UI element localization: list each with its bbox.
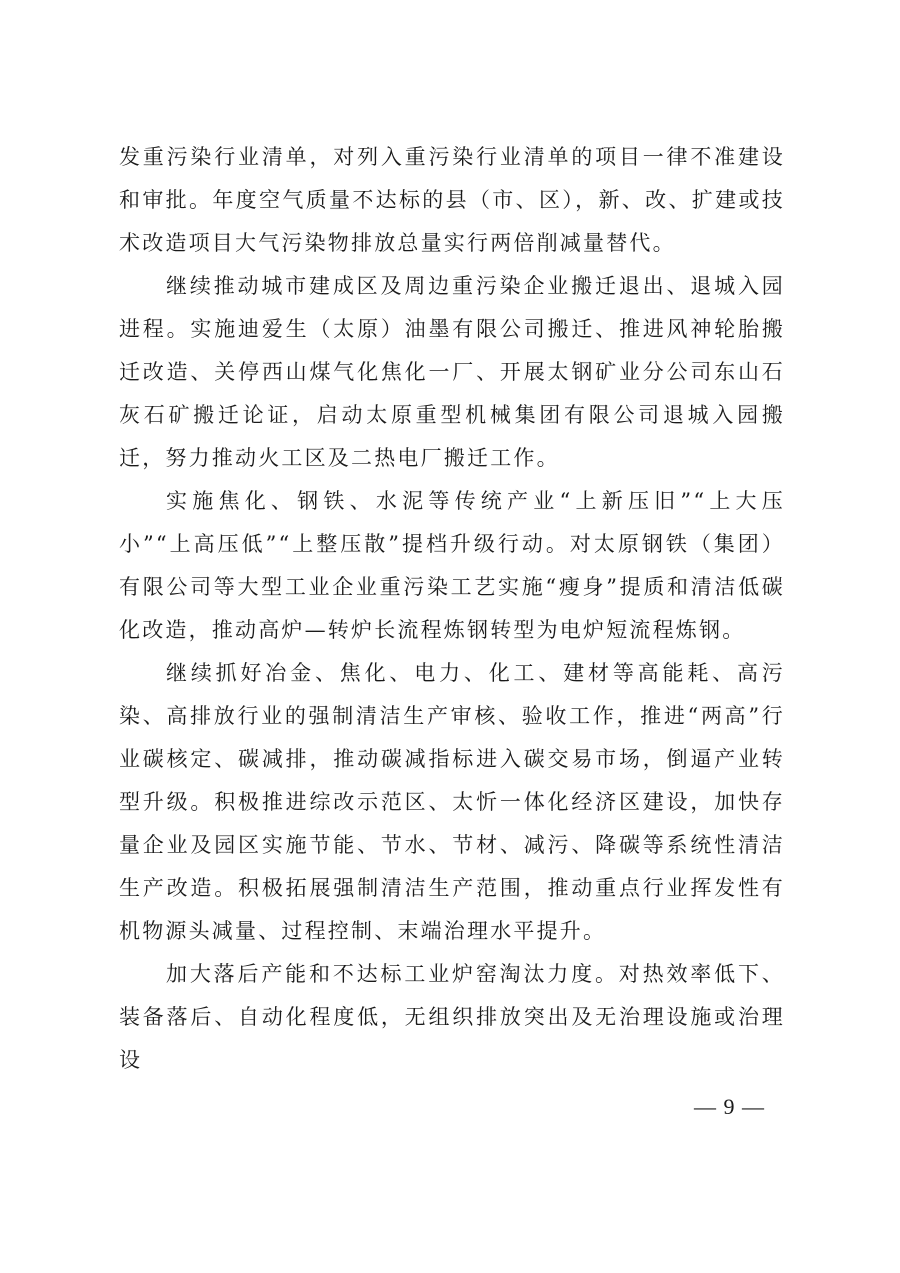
paragraph-continuation: 发重污染行业清单，对列入重污染行业清单的项目一律不准建设和审批。年度空气质量不达标的县（市、区），新、改、扩建或技术改造项目大气污染物排放总量实行两倍削减量替代。: [119, 145, 785, 255]
body-text: [119, 136, 785, 1082]
paragraph-relocation: 继续推动城市建成区及周边重污染企业搬迁退出、退城入园进程。实施迪爱生（太原）油墨有限公司搬迁、推进风神轮胎搬迁改造、关停西山煤气化焦化一厂、开展太钢矿业分公司东山石灰石矿搬迁论证，启动太原重型机械集团有限公司退城入园搬迁，努力推动火工区及二热电厂搬迁工作。: [119, 274, 785, 470]
paragraph-traditional-industry: 实施焦化、钢铁、水泥等传统产业“上新压旧”“上大压小”“上高压低”“上整压散”提档升级行动。对太原钢铁（集团）有限公司等大型工业企业重污染工艺实施“瘦身”提质和清洁低碳化改造，推动高炉—转炉长流程炼钢转型为电炉短流程炼钢。: [119, 489, 785, 642]
paragraph-clean-production: 继续抓好冶金、焦化、电力、化工、建材等高能耗、高污染、高排放行业的强制清洁生产审核、验收工作，推进“两高”行业碳核定、碳减排，推动碳减指标进入碳交易市场，倒逼产业转型升级。积极推进综改示范区、太忻一体化经济区建设，加快存量企业及园区实施节能、节水、节材、减污、降碳等系统性清洁生产改造。积极拓展强制清洁生产范围，推动重点行业挥发性有机物源头减量、过程控制、末端治理水平提升。: [119, 661, 785, 943]
page-number: — 9 —: [694, 1094, 765, 1119]
paragraph-outdated-capacity: 加大落后产能和不达标工业炉窑淘汰力度。对热效率低下、装备落后、自动化程度低，无组织排放突出及无治理设施或治理设: [119, 962, 785, 1072]
